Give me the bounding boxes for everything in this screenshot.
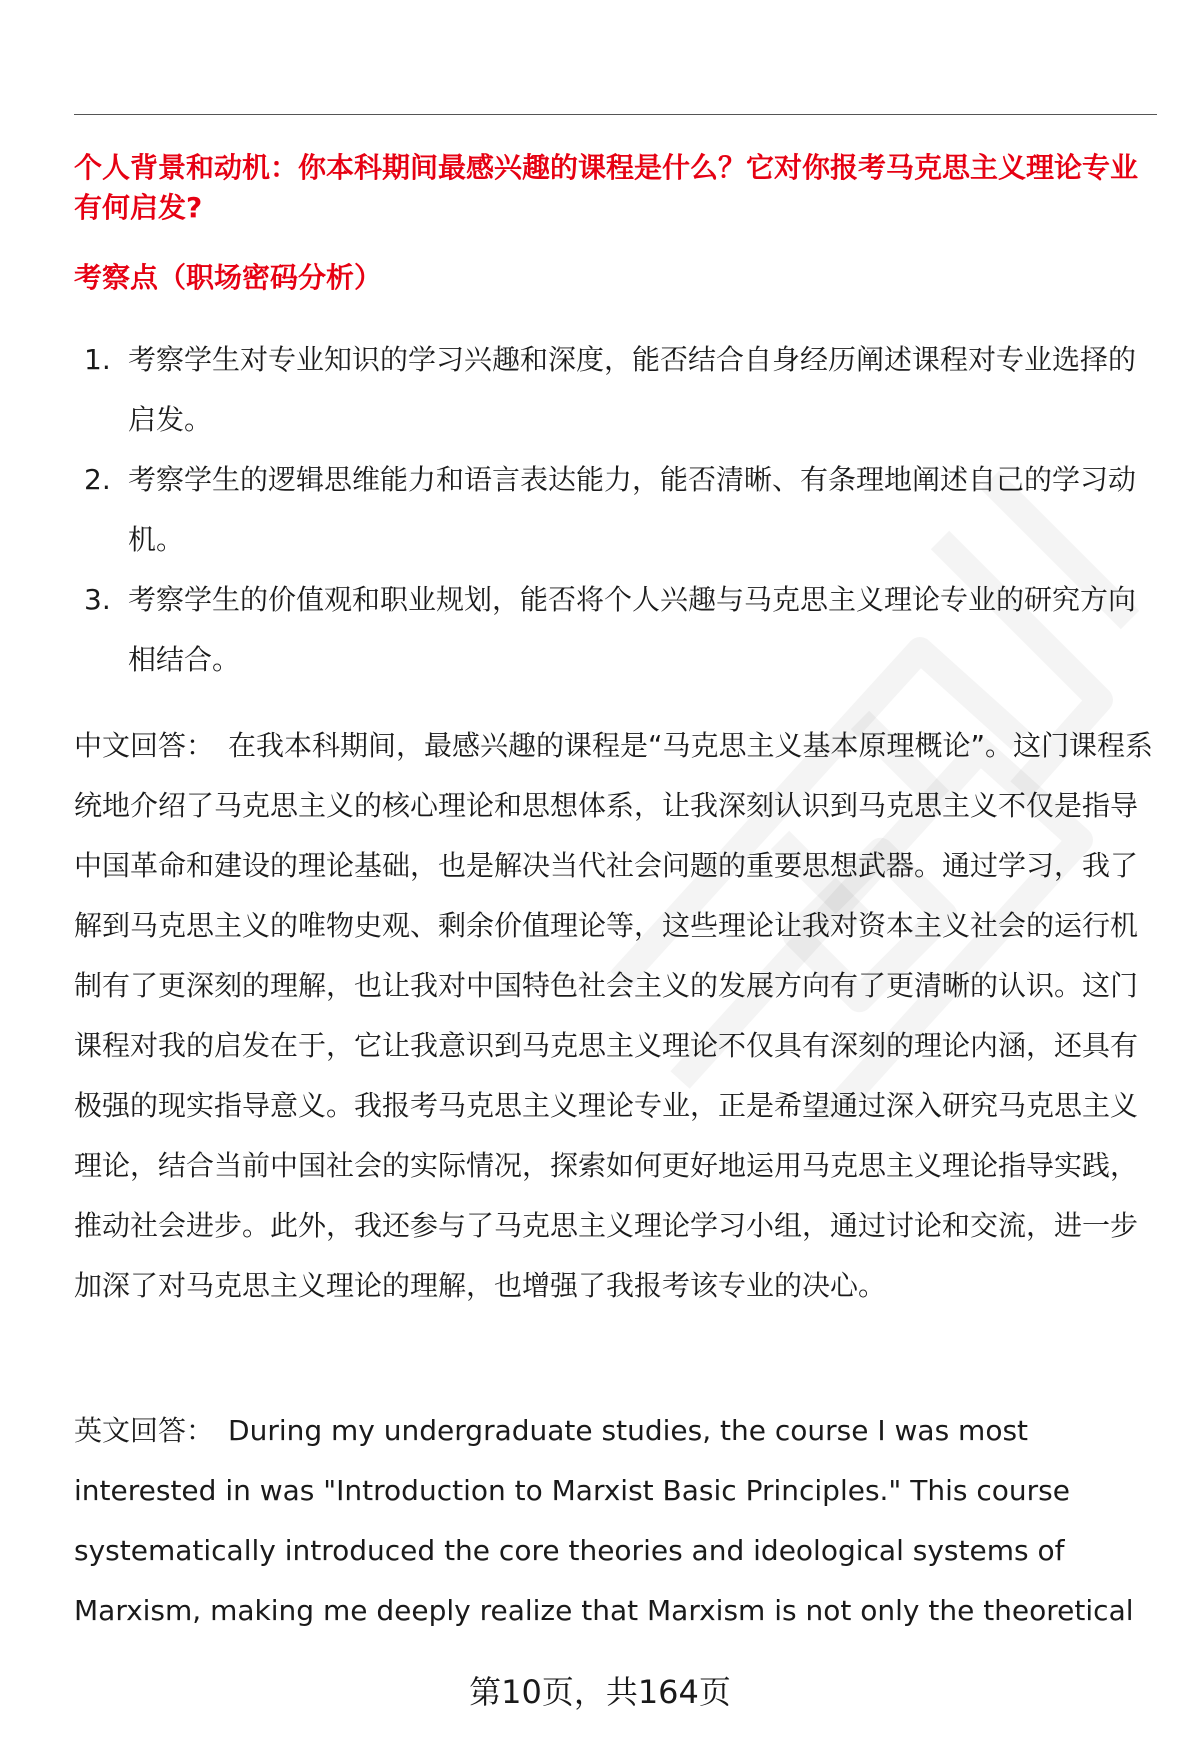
- english-answer-text: During my undergraduate studies, the course I was most interested in was "Introduction to Marxist Basic Principles." This course systematically introduced the core theories and ideological systems of Marxism, making me deeply realize that Marxism is not only the theoretical: [74, 1414, 1134, 1627]
- focus-point-number: 3.: [84, 583, 111, 616]
- page-number-footer: 第10页，共164页: [469, 1673, 731, 1711]
- english-answer-label: 英文回答：: [74, 1414, 215, 1447]
- focus-heading: 考察点（职场密码分析）: [74, 261, 383, 294]
- english-answer: [74, 1401, 1154, 1641]
- focus-point: [74, 570, 1144, 690]
- focus-points-list: [74, 330, 1144, 690]
- chinese-answer-text: 在我本科期间，最感兴趣的课程是“马克思主义基本原理概论”。这门课程系统地介绍了马克思主义的核心理论和思想体系，让我深刻认识到马克思主义不仅是指导中国革命和建设的理论基础，也是解决当代社会问题的重要思想武器。通过学习，我了解到马克思主义的唯物史观、剩余价值理论等，这些理论让我对资本主义社会的运行机制有了更深刻的理解，也让我对中国特色社会主义的发展方向有了更清晰的认识。这门课程对我的启发在于，它让我意识到马克思主义理论不仅具有深刻的理论内涵，还具有极强的现实指导意义。我报考马克思主义理论专业，正是希望通过深入研究马克思主义理论，结合当前中国社会的实际情况，探索如何更好地运用马克思主义理论指导实践，推动社会进步。此外，我还参与了马克思主义理论学习小组，通过讨论和交流，进一步加深了对马克思主义理论的理解，也增强了我报考该专业的决心。: [74, 729, 1154, 1302]
- chinese-answer: [74, 716, 1154, 1316]
- focus-point: [74, 330, 1144, 450]
- focus-point: [74, 450, 1144, 570]
- chinese-answer-label: 中文回答：: [74, 729, 215, 762]
- focus-point-text: 考察学生的价值观和职业规划，能否将个人兴趣与马克思主义理论专业的研究方向相结合。: [128, 583, 1137, 676]
- focus-point-text: 考察学生对专业知识的学习兴趣和深度，能否结合自身经历阐述课程对专业选择的启发。: [128, 343, 1137, 436]
- question-heading: 个人背景和动机：你本科期间最感兴趣的课程是什么？它对你报考马克思主义理论专业有何启发?: [74, 151, 1139, 224]
- header-rule: [74, 114, 1157, 115]
- focus-point-text: 考察学生的逻辑思维能力和语言表达能力，能否清晰、有条理地阐述自己的学习动机。: [128, 463, 1137, 556]
- focus-point-number: 1.: [84, 343, 111, 376]
- focus-point-number: 2.: [84, 463, 111, 496]
